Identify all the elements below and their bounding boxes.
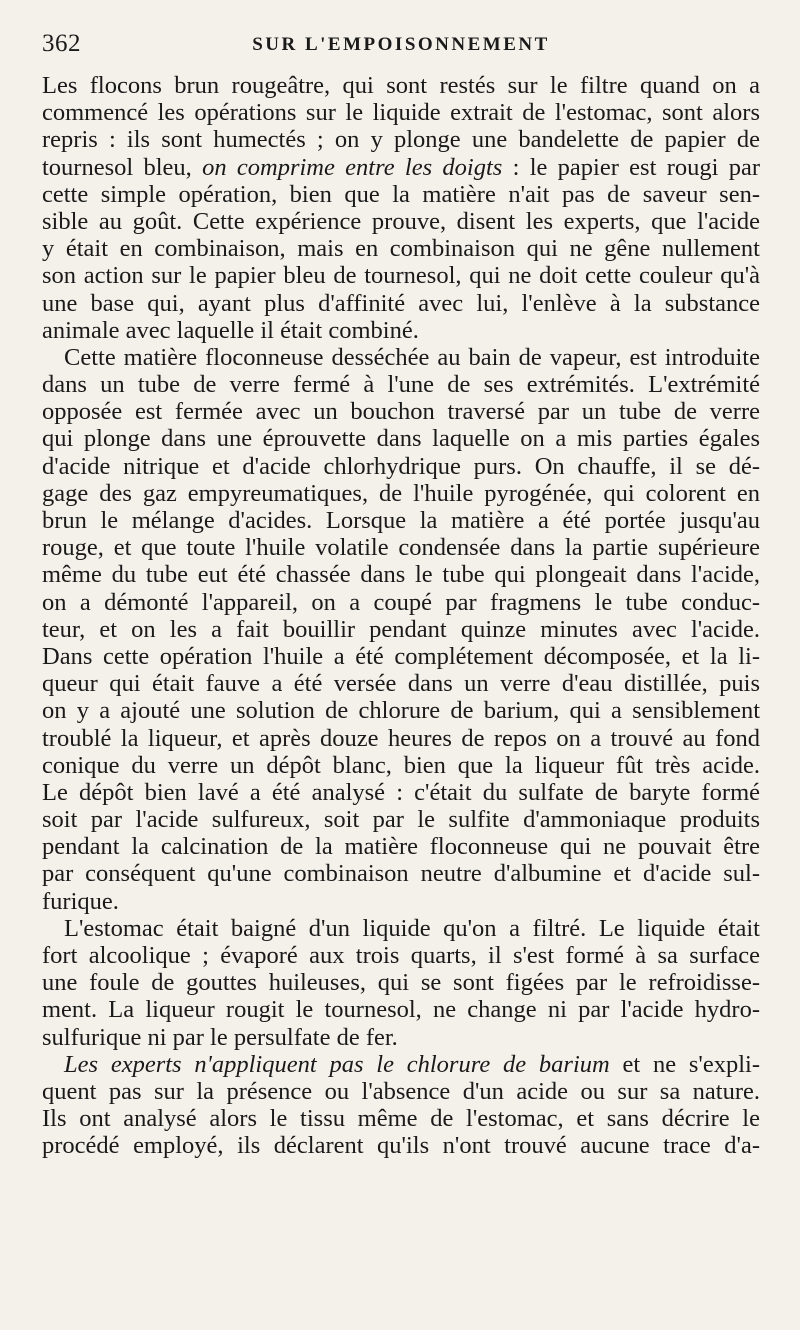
text-line: repris : ils sont humectés ; on y plonge une bandelette de papier de [42, 126, 760, 154]
text-line: pendant la calcination de la matière floconneuse qui ne pouvait être [42, 833, 760, 861]
text-line: Le dépôt bien lavé a été analysé : c'était du sulfate de baryte formé [42, 778, 760, 806]
text-line: sible au goût. Cette expérience prouve, disent les experts, que l'acide [42, 207, 760, 235]
page-number: 362 [42, 30, 81, 57]
text-line: on a démonté l'appareil, on a coupé par fragmens le tube conduc- [42, 588, 760, 616]
text-line: ment. La liqueur rougit le tournesol, ne change ni par l'acide hydro- [42, 996, 760, 1024]
text-line: quent pas sur la présence ou l'absence d'un acide ou sur sa nature. [42, 1077, 760, 1105]
text-line: soit par l'acide sulfureux, soit par le sulfite d'ammoniaque produits [42, 806, 760, 834]
text-line: commencé les opérations sur le liquide extrait de l'estomac, sont alors [42, 99, 760, 127]
text-line: dans un tube de verre fermé à l'une de ses extrémités. L'extrémité [42, 371, 760, 399]
text-line: sulfurique ni par le persulfate de fer. [42, 1023, 398, 1051]
text-line: procédé employé, ils déclarent qu'ils n'ont trouvé aucune trace d'a- [42, 1132, 760, 1160]
paragraph [42, 344, 760, 915]
body-text [42, 72, 760, 1160]
running-title: SUR L'EMPOISONNEMENT [252, 34, 550, 55]
text-line: Cette matière floconneuse desséchée au bain de vapeur, est introduite [64, 343, 760, 371]
text-line: par conséquent qu'une combinaison neutre d'albumine et d'acide sul- [42, 860, 760, 888]
italic-text: on comprime entre les doigts [202, 153, 503, 181]
page-header [42, 30, 760, 62]
text-line: rouge, et que toute l'huile volatile condensée dans la partie supérieure [42, 534, 760, 562]
text-line: Ils ont analysé alors le tissu même de l'estomac, et sans décrire le [42, 1105, 760, 1133]
paragraph [42, 1051, 760, 1160]
text-line: troublé la liqueur, et après douze heures de repos on a trouvé au fond [42, 724, 760, 752]
text-line: brun le mélange d'acides. Lorsque la matière a été portée jusqu'au [42, 507, 760, 534]
text-line: même du tube eut été chassée dans le tube qui plongeait dans l'acide, [42, 561, 760, 589]
text-line: fort alcoolique ; évaporé aux trois quarts, il s'est formé à sa surface [42, 942, 760, 969]
text-line: L'estomac était baigné d'un liquide qu'on a filtré. Le liquide était [64, 914, 760, 942]
text-line: on y a ajouté une solution de chlorure de barium, qui a sensiblement [42, 697, 760, 725]
paragraph [42, 72, 760, 344]
paragraph [42, 915, 760, 1051]
text-line: une base qui, ayant plus d'affinité avec lui, l'enlève à la substance [42, 289, 760, 317]
text-line: Les experts n'appliquent pas le chlorure de barium et ne s'expli- [64, 1050, 760, 1078]
text-line: Dans cette opération l'huile a été complétement décomposée, et la li- [42, 642, 760, 670]
text-line: conique du verre un dépôt blanc, bien que la liqueur fût très acide. [42, 751, 760, 779]
text-line: furique. [42, 887, 119, 915]
text-line: queur qui était fauve a été versée dans un verre d'eau distillée, puis [42, 670, 760, 698]
italic-text: Les experts n'appliquent pas le chlorure de barium [64, 1050, 610, 1078]
text-line: gage des gaz empyreumatiques, de l'huile pyrogénée, qui colorent en [42, 479, 760, 507]
text-line: opposée est fermée avec un bouchon traversé par un tube de verre [42, 398, 760, 426]
text-line: teur, et on les a fait bouillir pendant quinze minutes avec l'acide. [42, 615, 760, 643]
text-line: son action sur le papier bleu de tournesol, qui ne doit cette couleur qu'à [42, 262, 760, 290]
text-line: une foule de gouttes huileuses, qui se sont figées par le refroidisse- [42, 969, 760, 997]
text-line: qui plonge dans une éprouvette dans laquelle on a mis parties égales [42, 425, 760, 453]
text-line: y était en combinaison, mais en combinaison qui ne gêne nullement [42, 235, 760, 263]
text-line: Les flocons brun rougeâtre, qui sont restés sur le filtre quand on a [42, 72, 760, 99]
text-line: tournesol bleu, on comprime entre les doigts : le papier est rougi par [42, 153, 760, 181]
text-line: animale avec laquelle il était combiné. [42, 316, 419, 344]
text-line: cette simple opération, bien que la matière n'ait pas de saveur sen- [42, 180, 760, 208]
text-line: d'acide nitrique et d'acide chlorhydrique purs. On chauffe, il se dé- [42, 452, 760, 480]
